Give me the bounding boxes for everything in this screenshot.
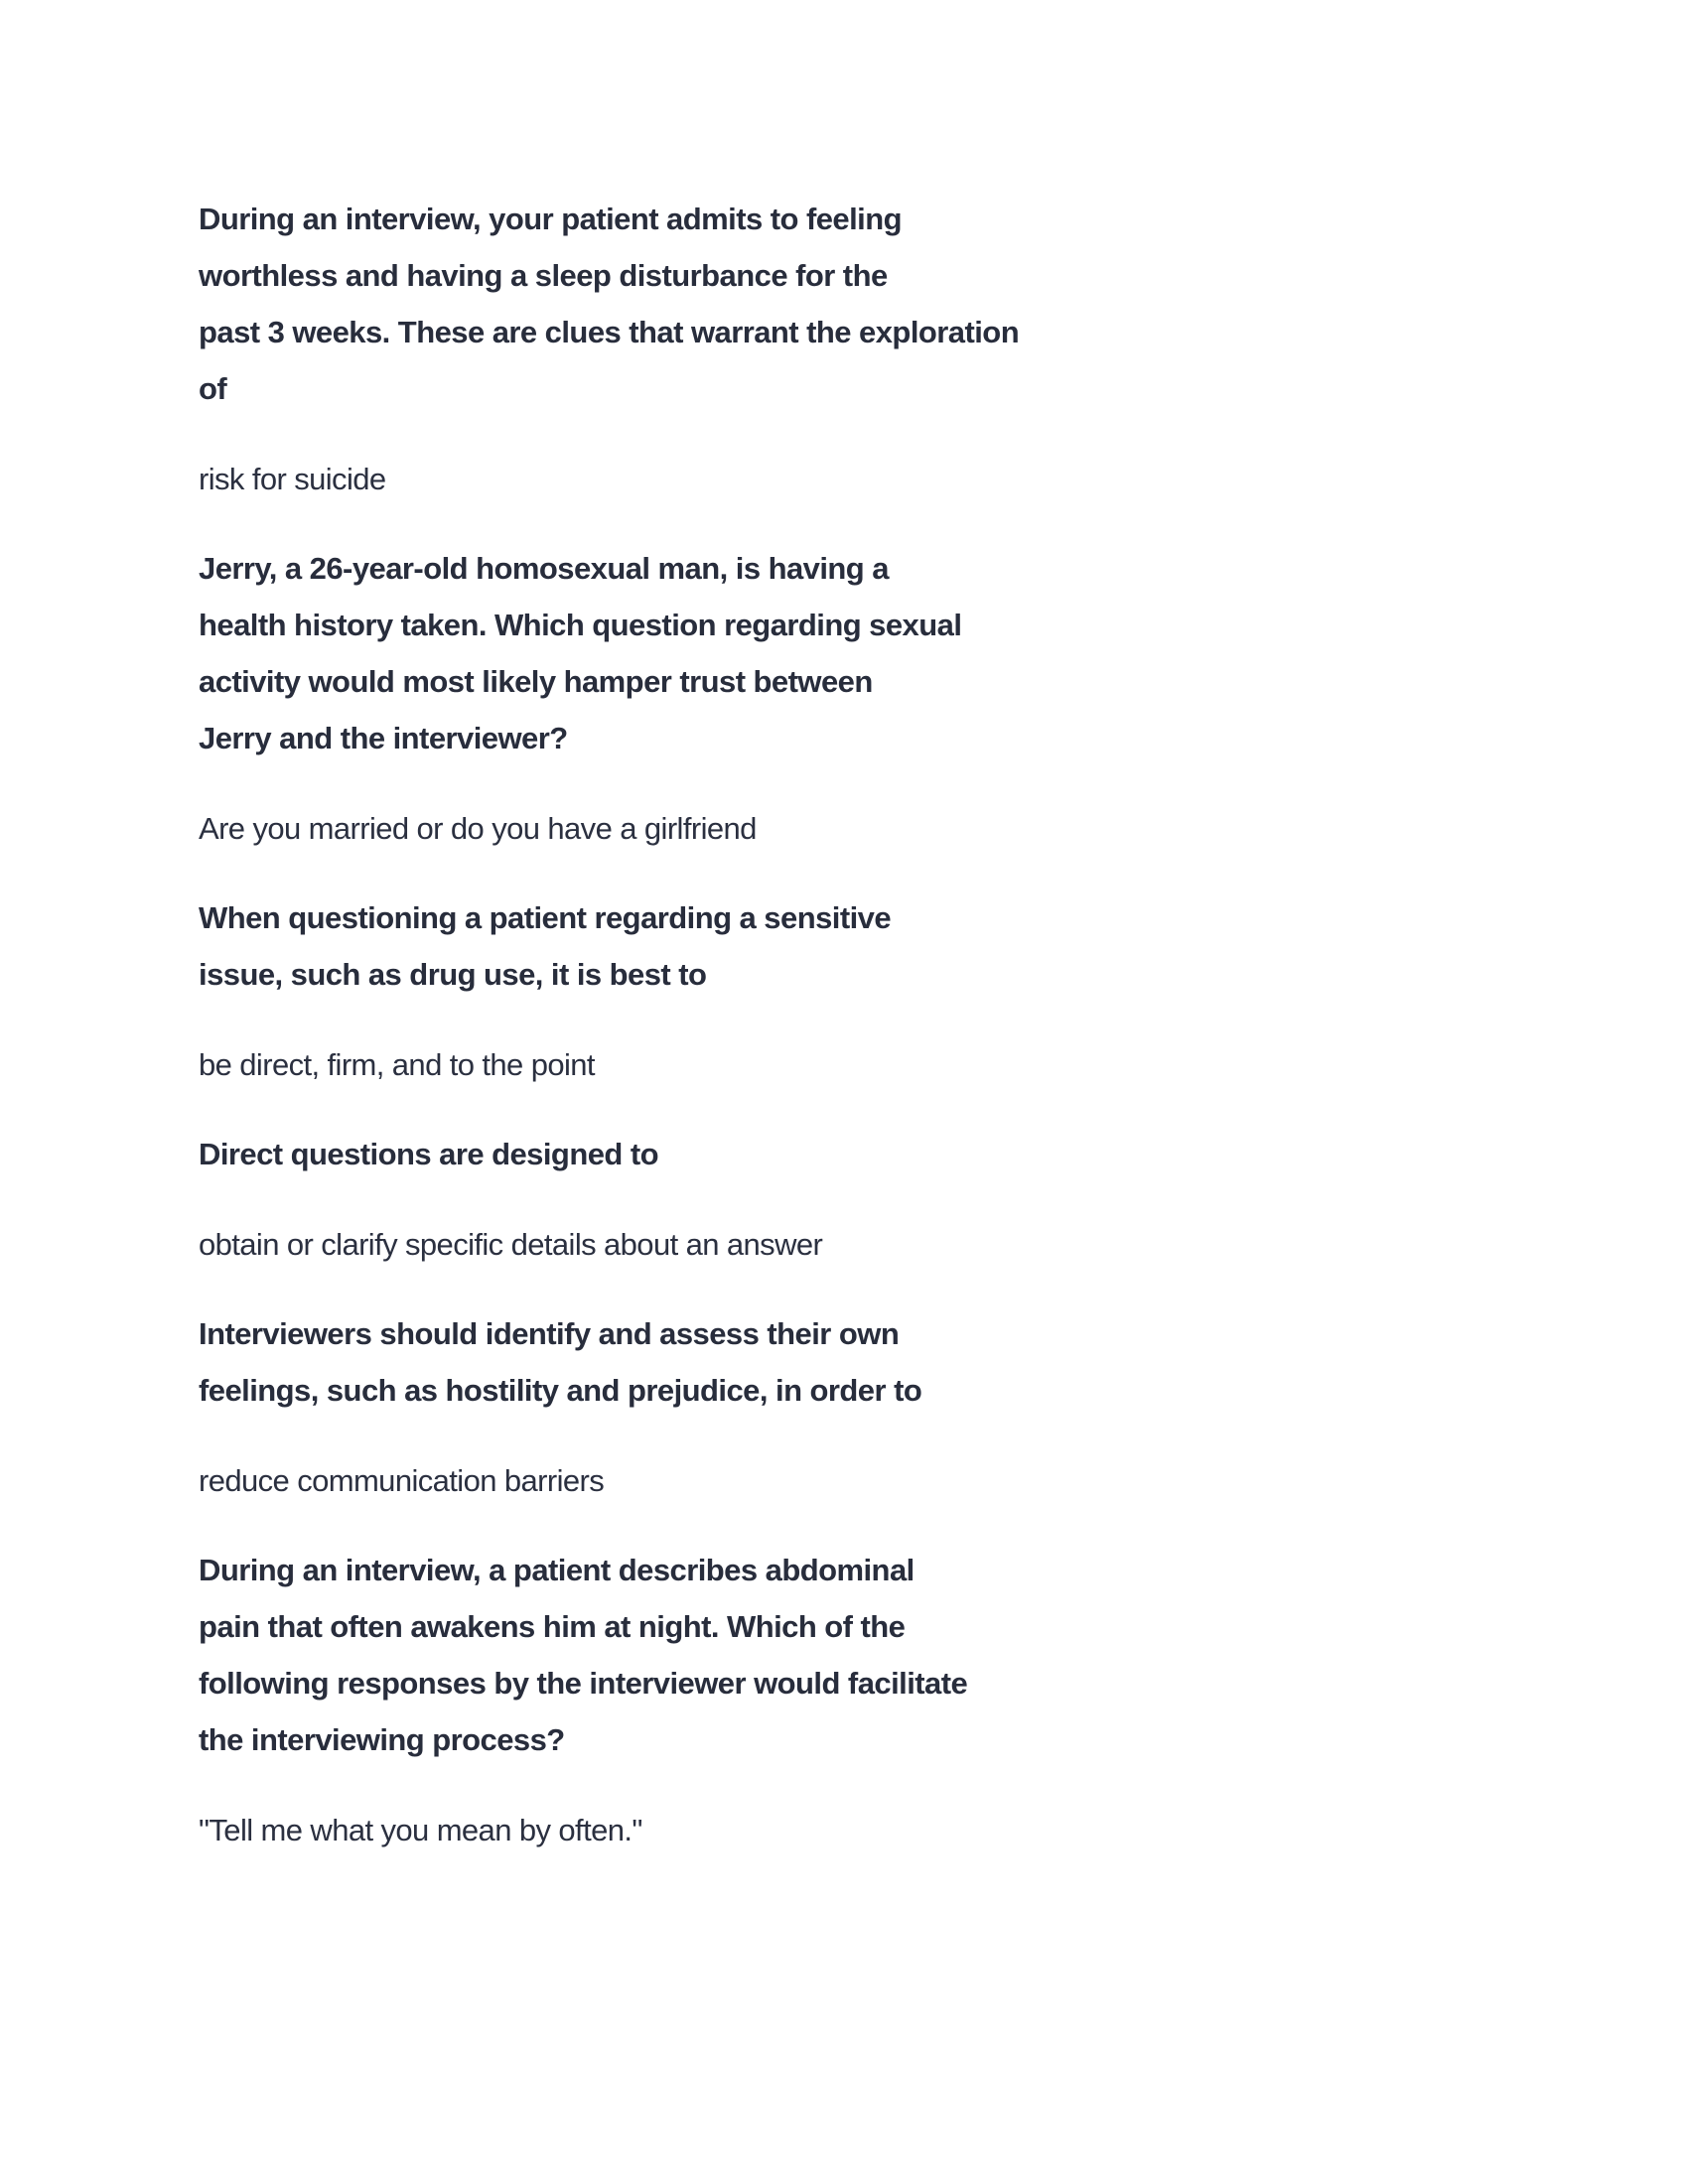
question-line: the interviewing process? bbox=[199, 1722, 565, 1757]
question-line: worthless and having a sleep disturbance for the bbox=[199, 258, 888, 293]
question-line: of bbox=[199, 371, 227, 406]
question-text bbox=[199, 889, 1291, 1003]
answer-text bbox=[199, 451, 1291, 507]
question-line: health history taken. Which question regarding sexual bbox=[199, 608, 962, 642]
answer-line: "Tell me what you mean by often." bbox=[199, 1813, 642, 1847]
question-text bbox=[199, 191, 1291, 417]
question-line: activity would most likely hamper trust between bbox=[199, 664, 873, 699]
question-line: Direct questions are designed to bbox=[199, 1137, 659, 1171]
answer-line: be direct, firm, and to the point bbox=[199, 1047, 595, 1082]
question-line: following responses by the interviewer would facilitate bbox=[199, 1666, 968, 1701]
question-text bbox=[199, 540, 1291, 766]
question-text bbox=[199, 1126, 1291, 1182]
answer-text bbox=[199, 1452, 1291, 1509]
answer-line: obtain or clarify specific details about an answer bbox=[199, 1227, 823, 1262]
qa-item-2 bbox=[199, 540, 1291, 857]
question-line: issue, such as drug use, it is best to bbox=[199, 957, 707, 992]
answer-line: Are you married or do you have a girlfriend bbox=[199, 811, 757, 846]
question-line: During an interview, your patient admits to feeling bbox=[199, 202, 903, 236]
question-line: When questioning a patient regarding a sensitive bbox=[199, 900, 892, 935]
qa-item-5 bbox=[199, 1305, 1291, 1509]
question-text bbox=[199, 1542, 1291, 1768]
qa-item-1 bbox=[199, 191, 1291, 507]
document-page bbox=[199, 191, 1291, 1891]
qa-item-3 bbox=[199, 889, 1291, 1093]
answer-text bbox=[199, 1802, 1291, 1858]
answer-text bbox=[199, 800, 1291, 857]
answer-line: risk for suicide bbox=[199, 462, 386, 496]
qa-item-4 bbox=[199, 1126, 1291, 1273]
question-line: past 3 weeks. These are clues that warrant the exploration bbox=[199, 315, 1020, 349]
answer-text bbox=[199, 1216, 1291, 1273]
question-text bbox=[199, 1305, 1291, 1419]
question-line: Jerry, a 26-year-old homosexual man, is having a bbox=[199, 551, 889, 586]
question-line: During an interview, a patient describes abdominal bbox=[199, 1553, 914, 1587]
qa-item-6 bbox=[199, 1542, 1291, 1858]
answer-text bbox=[199, 1036, 1291, 1093]
question-line: feelings, such as hostility and prejudice, in order to bbox=[199, 1373, 922, 1408]
answer-line: reduce communication barriers bbox=[199, 1463, 605, 1498]
question-line: Interviewers should identify and assess their own bbox=[199, 1316, 900, 1351]
question-line: Jerry and the interviewer? bbox=[199, 721, 568, 755]
question-line: pain that often awakens him at night. Which of the bbox=[199, 1609, 906, 1644]
